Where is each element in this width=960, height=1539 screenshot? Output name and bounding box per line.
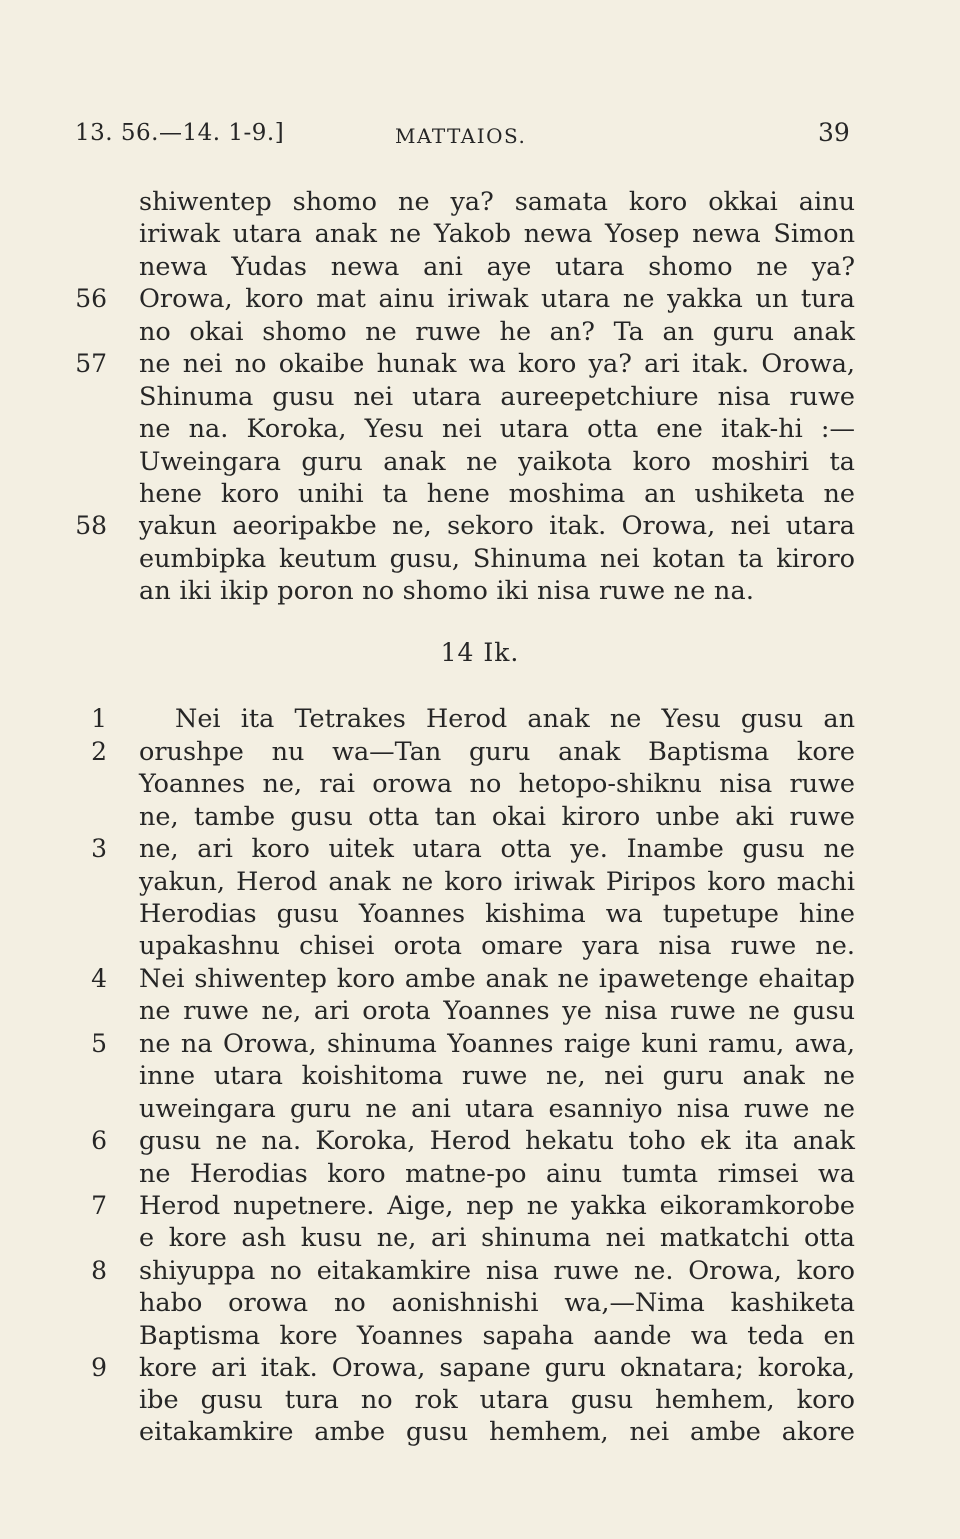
line-text: eumbipka keutum gusu, Shinuma nei kotan ta kiroro: [139, 544, 855, 574]
text-line: [0, 768, 960, 800]
text-line: [0, 1028, 960, 1060]
line-text: Uweingara guru anak ne yaikota koro moshiri ta: [139, 447, 855, 477]
text-line: [0, 1222, 960, 1254]
text-line: [0, 1255, 960, 1287]
text-line: [0, 1287, 960, 1319]
text-line: [0, 575, 960, 607]
page-number: 39: [818, 118, 850, 147]
line-text: Orowa, koro mat ainu iriwak utara ne yakka un tura: [139, 284, 855, 314]
line-text: shiyuppa no eitakamkire nisa ruwe ne. Orowa, koro: [139, 1256, 855, 1286]
text-line: [0, 1352, 960, 1384]
line-text: an iki ikip poron no shomo iki nisa ruwe ne na.: [139, 576, 755, 606]
line-text: habo orowa no aonishnishi wa,—Nima kashiketa: [139, 1288, 855, 1318]
line-text: inne utara koishitoma ruwe ne, nei guru anak ne: [139, 1061, 855, 1091]
verse-number: 8: [91, 1256, 107, 1285]
line-text: Herodias gusu Yoannes kishima wa tupetupe hine: [139, 899, 855, 929]
book-title: MATTAIOS.: [395, 124, 527, 148]
line-text: uweingara guru ne ani utara esanniyo nisa ruwe ne: [139, 1094, 855, 1124]
line-text: ne na Orowa, shinuma Yoannes raige kuni ramu, awa,: [139, 1029, 855, 1059]
line-text: ne Herodias koro matne-po ainu tumta rimsei wa: [139, 1159, 855, 1189]
text-line: [0, 736, 960, 768]
line-text: newa Yudas newa ani aye utara shomo ne ya?: [139, 252, 855, 282]
line-text: yakun aeoripakbe ne, sekoro itak. Orowa, nei utara: [139, 511, 855, 541]
line-text: Nei shiwentep koro ambe anak ne ipawetenge ehaitap: [139, 964, 855, 994]
text-line: [0, 833, 960, 865]
verse-number: 58: [75, 511, 107, 540]
line-text: ibe gusu tura no rok utara gusu hemhem, koro: [139, 1385, 855, 1415]
verse-number: 6: [91, 1126, 107, 1155]
text-line: [0, 251, 960, 283]
line-text: ne nei no okaibe hunak wa koro ya? ari itak. Orowa,: [139, 349, 855, 379]
verse-number: 2: [91, 737, 107, 766]
text-line: [0, 543, 960, 575]
text-line: [0, 446, 960, 478]
text-line: [0, 1384, 960, 1416]
text-line: [0, 1416, 960, 1448]
line-text: Baptisma kore Yoannes sapaha aande wa teda en: [139, 1321, 855, 1351]
line-text: Nei ita Tetrakes Herod anak ne Yesu gusu an: [175, 704, 855, 734]
text-line: [0, 510, 960, 542]
verse-number: 7: [91, 1191, 107, 1220]
text-line: [0, 478, 960, 510]
line-text: ne na. Koroka, Yesu nei utara otta ene itak-hi :—: [139, 414, 855, 444]
text-line: [0, 1125, 960, 1157]
line-text: gusu ne na. Koroka, Herod hekatu toho ek ita anak: [139, 1126, 855, 1156]
line-text: shiwentep shomo ne ya? samata koro okkai ainu: [139, 187, 855, 217]
text-line: [0, 801, 960, 833]
text-line: [0, 413, 960, 445]
text-line: [0, 283, 960, 315]
verse-number: 4: [91, 964, 107, 993]
text-line: [0, 963, 960, 995]
line-text: hene koro unihi ta hene moshima an ushiketa ne: [139, 479, 855, 509]
line-text: kore ari itak. Orowa, sapane guru oknatara; koroka,: [139, 1353, 855, 1383]
line-text: e kore ash kusu ne, ari shinuma nei matkatchi otta: [139, 1223, 855, 1253]
verse-reference: 13. 56.—14. 1-9.]: [75, 120, 285, 146]
line-text: Herod nupetnere. Aige, nep ne yakka eikoramkorobe: [139, 1191, 855, 1221]
line-text: Yoannes ne, rai orowa no hetopo-shiknu nisa ruwe: [139, 769, 855, 799]
text-line: [0, 1093, 960, 1125]
line-text: Shinuma gusu nei utara aureepetchiure nisa ruwe: [139, 382, 855, 412]
line-text: ne, ari koro uitek utara otta ye. Inambe gusu ne: [139, 834, 855, 864]
line-text: eitakamkire ambe gusu hemhem, nei ambe akore: [139, 1417, 855, 1447]
text-line: [0, 1158, 960, 1190]
verse-number: 5: [91, 1029, 107, 1058]
running-head: [0, 118, 960, 154]
line-text: no okai shomo ne ruwe he an? Ta an guru anak: [139, 317, 855, 347]
text-line: [0, 186, 960, 218]
verse-number: 1: [91, 704, 107, 733]
text-line: [0, 1060, 960, 1092]
chapter-heading: 14 Ik.: [440, 638, 520, 667]
verse-number: 56: [75, 284, 107, 313]
verse-number: 57: [75, 349, 107, 378]
line-text: ne, tambe gusu otta tan okai kiroro unbe aki ruwe: [139, 802, 855, 832]
text-line: [0, 1190, 960, 1222]
verse-number: 9: [91, 1353, 107, 1382]
text-line: [0, 381, 960, 413]
text-line: [0, 898, 960, 930]
text-line: [0, 866, 960, 898]
line-text: yakun, Herod anak ne koro iriwak Piripos koro machi: [139, 867, 855, 897]
text-line: [0, 703, 960, 735]
text-line: [0, 218, 960, 250]
line-text: upakashnu chisei orota omare yara nisa ruwe ne.: [139, 931, 855, 961]
text-line: [0, 348, 960, 380]
text-line: [0, 995, 960, 1027]
line-text: orushpe nu wa—Tan guru anak Baptisma kore: [139, 737, 855, 767]
text-line: [0, 316, 960, 348]
verse-number: 3: [91, 834, 107, 863]
text-line: [0, 1320, 960, 1352]
line-text: ne ruwe ne, ari orota Yoannes ye nisa ruwe ne gusu: [139, 996, 855, 1026]
line-text: iriwak utara anak ne Yakob newa Yosep newa Simon: [139, 219, 855, 249]
text-line: [0, 930, 960, 962]
